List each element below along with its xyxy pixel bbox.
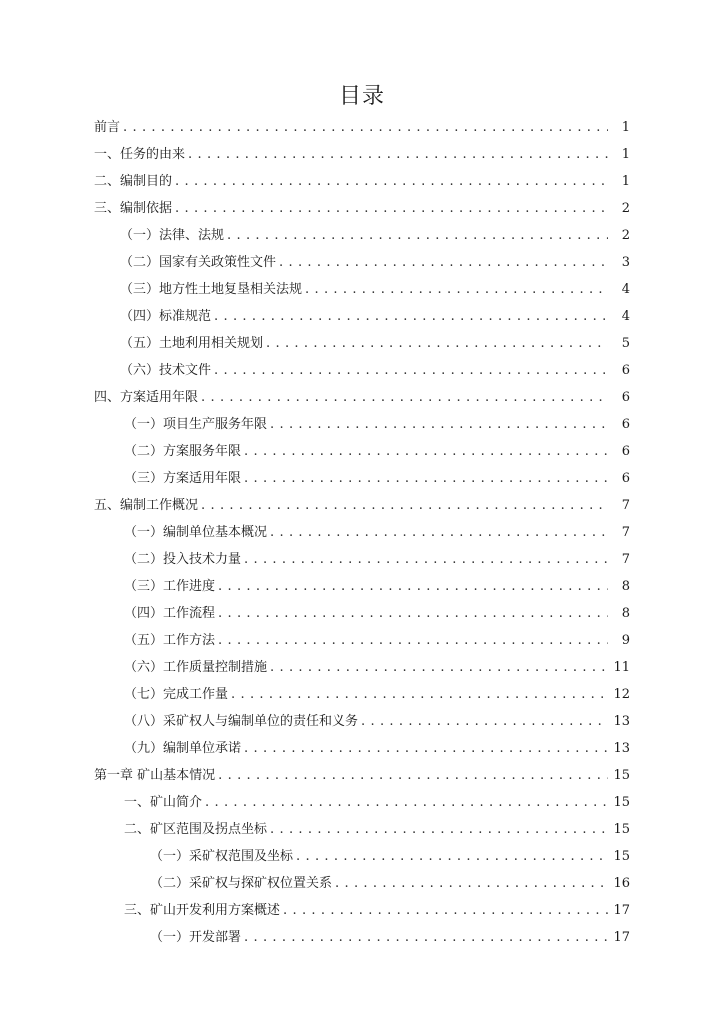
toc-entry-label: （三）地方性土地复垦相关法规 — [120, 276, 305, 303]
dot-leader — [201, 492, 608, 519]
toc-entry[interactable] — [0, 843, 724, 870]
toc-entry-label: 二、编制目的 — [94, 168, 175, 195]
dot-leader — [244, 465, 608, 492]
dot-leader — [279, 249, 608, 276]
toc-entry[interactable] — [0, 654, 724, 681]
toc-entry-label: 一、矿山简介 — [124, 789, 205, 816]
dot-leader — [266, 330, 608, 357]
toc-entry[interactable] — [0, 681, 724, 708]
dot-leader — [175, 168, 608, 195]
toc-entry[interactable] — [0, 249, 724, 276]
toc-entry[interactable] — [0, 303, 724, 330]
toc-entry-page: 6 — [621, 471, 630, 486]
toc-entry[interactable] — [0, 357, 724, 384]
toc-entry-label: （五）工作方法 — [124, 627, 218, 654]
toc-entry-page: 8 — [621, 579, 630, 594]
toc-entry-label: （一）开发部署 — [150, 924, 244, 951]
toc-entry[interactable] — [0, 276, 724, 303]
toc-entry-page: 6 — [621, 363, 630, 378]
toc-entry-label: （一）采矿权范围及坐标 — [150, 843, 296, 870]
toc-entry-label: （二）方案服务年限 — [124, 438, 244, 465]
toc-entry[interactable] — [0, 789, 724, 816]
toc-entry-label: （四）标准规范 — [120, 303, 214, 330]
toc-entry-page: 15 — [613, 849, 630, 864]
toc-entry-label: （五）土地利用相关规划 — [120, 330, 266, 357]
toc-list — [0, 114, 724, 951]
toc-entry-label: 三、矿山开发利用方案概述 — [124, 897, 283, 924]
toc-entry[interactable] — [0, 897, 724, 924]
toc-entry-label: （四）工作流程 — [124, 600, 218, 627]
toc-entry-page: 12 — [613, 687, 630, 702]
dot-leader — [244, 546, 608, 573]
toc-entry-page: 6 — [621, 390, 630, 405]
toc-entry-label: （三）工作进度 — [124, 573, 218, 600]
toc-entry-page: 17 — [613, 930, 630, 945]
toc-entry-label: （九）编制单位承诺 — [124, 735, 244, 762]
toc-entry-label: （六）技术文件 — [120, 357, 214, 384]
dot-leader — [188, 141, 608, 168]
toc-entry[interactable] — [0, 411, 724, 438]
toc-entry-page: 2 — [621, 201, 630, 216]
dot-leader — [283, 897, 608, 924]
toc-entry[interactable] — [0, 195, 724, 222]
toc-entry-label: 三、编制依据 — [94, 195, 175, 222]
dot-leader — [270, 411, 608, 438]
dot-leader — [218, 573, 608, 600]
toc-entry-label: 二、矿区范围及拐点坐标 — [124, 816, 270, 843]
dot-leader — [123, 114, 608, 141]
toc-entry-page: 3 — [621, 255, 630, 270]
toc-entry[interactable] — [0, 735, 724, 762]
dot-leader — [205, 789, 608, 816]
dot-leader — [175, 195, 608, 222]
toc-entry-label: 四、方案适用年限 — [94, 384, 201, 411]
dot-leader — [270, 519, 608, 546]
toc-entry-page: 2 — [621, 228, 630, 243]
dot-leader — [218, 600, 608, 627]
toc-entry-page: 1 — [621, 147, 630, 162]
toc-entry-page: 4 — [621, 309, 630, 324]
toc-entry-label: （二）采矿权与探矿权位置关系 — [150, 870, 335, 897]
toc-entry[interactable] — [0, 816, 724, 843]
toc-entry-label: （六）工作质量控制措施 — [124, 654, 270, 681]
toc-entry-label: （一）编制单位基本概况 — [124, 519, 270, 546]
toc-entry[interactable] — [0, 708, 724, 735]
toc-entry-page: 1 — [621, 174, 630, 189]
dot-leader — [270, 654, 608, 681]
toc-entry-page: 5 — [621, 336, 630, 351]
toc-entry-label: 前言 — [94, 114, 123, 141]
dot-leader — [218, 627, 608, 654]
dot-leader — [244, 924, 608, 951]
dot-leader — [361, 708, 608, 735]
toc-entry-label: （七）完成工作量 — [124, 681, 231, 708]
toc-entry-page: 7 — [621, 552, 630, 567]
toc-entry-label: 第一章 矿山基本情况 — [94, 762, 218, 789]
toc-entry[interactable] — [0, 384, 724, 411]
toc-entry[interactable] — [0, 141, 724, 168]
toc-entry-page: 1 — [621, 120, 630, 135]
toc-entry[interactable] — [0, 762, 724, 789]
toc-entry-label: （二）投入技术力量 — [124, 546, 244, 573]
dot-leader — [227, 222, 608, 249]
toc-entry-page: 11 — [613, 660, 630, 675]
toc-entry[interactable] — [0, 924, 724, 951]
dot-leader — [296, 843, 608, 870]
toc-entry-label: （二）国家有关政策性文件 — [120, 249, 279, 276]
toc-entry-label: （一）项目生产服务年限 — [124, 411, 270, 438]
toc-entry[interactable] — [0, 222, 724, 249]
dot-leader — [270, 816, 608, 843]
toc-entry-page: 17 — [613, 903, 630, 918]
toc-entry[interactable] — [0, 870, 724, 897]
toc-entry-page: 15 — [613, 822, 630, 837]
toc-entry-page: 4 — [621, 282, 630, 297]
toc-entry-page: 16 — [613, 876, 630, 891]
toc-entry[interactable] — [0, 573, 724, 600]
dot-leader — [214, 357, 608, 384]
toc-entry[interactable] — [0, 627, 724, 654]
dot-leader — [214, 303, 608, 330]
toc-entry[interactable] — [0, 465, 724, 492]
dot-leader — [218, 762, 608, 789]
dot-leader — [244, 735, 608, 762]
toc-entry[interactable] — [0, 168, 724, 195]
toc-entry-page: 13 — [613, 741, 630, 756]
toc-entry[interactable] — [0, 114, 724, 141]
toc-entry-page: 13 — [613, 714, 630, 729]
toc-entry-label: 五、编制工作概况 — [94, 492, 201, 519]
toc-entry[interactable] — [0, 330, 724, 357]
dot-leader — [335, 870, 608, 897]
toc-entry-label: 一、任务的由来 — [94, 141, 188, 168]
toc-entry-label: （一）法律、法规 — [120, 222, 227, 249]
toc-entry-page: 15 — [613, 768, 630, 783]
toc-entry-label: （三）方案适用年限 — [124, 465, 244, 492]
toc-entry-page: 6 — [621, 417, 630, 432]
toc-entry-page: 7 — [621, 498, 630, 513]
dot-leader — [244, 438, 608, 465]
toc-entry-page: 7 — [621, 525, 630, 540]
toc-entry-page: 8 — [621, 606, 630, 621]
dot-leader — [231, 681, 608, 708]
toc-entry[interactable] — [0, 546, 724, 573]
toc-title: 目录 — [338, 84, 385, 109]
toc-entry[interactable] — [0, 492, 724, 519]
toc-entry[interactable] — [0, 519, 724, 546]
toc-entry-page: 15 — [613, 795, 630, 810]
toc-entry-page: 9 — [621, 633, 630, 648]
toc-entry-label: （八）采矿权人与编制单位的责任和义务 — [124, 708, 361, 735]
dot-leader — [305, 276, 608, 303]
toc-entry[interactable] — [0, 438, 724, 465]
toc-entry-page: 6 — [621, 444, 630, 459]
toc-entry[interactable] — [0, 600, 724, 627]
dot-leader — [201, 384, 608, 411]
